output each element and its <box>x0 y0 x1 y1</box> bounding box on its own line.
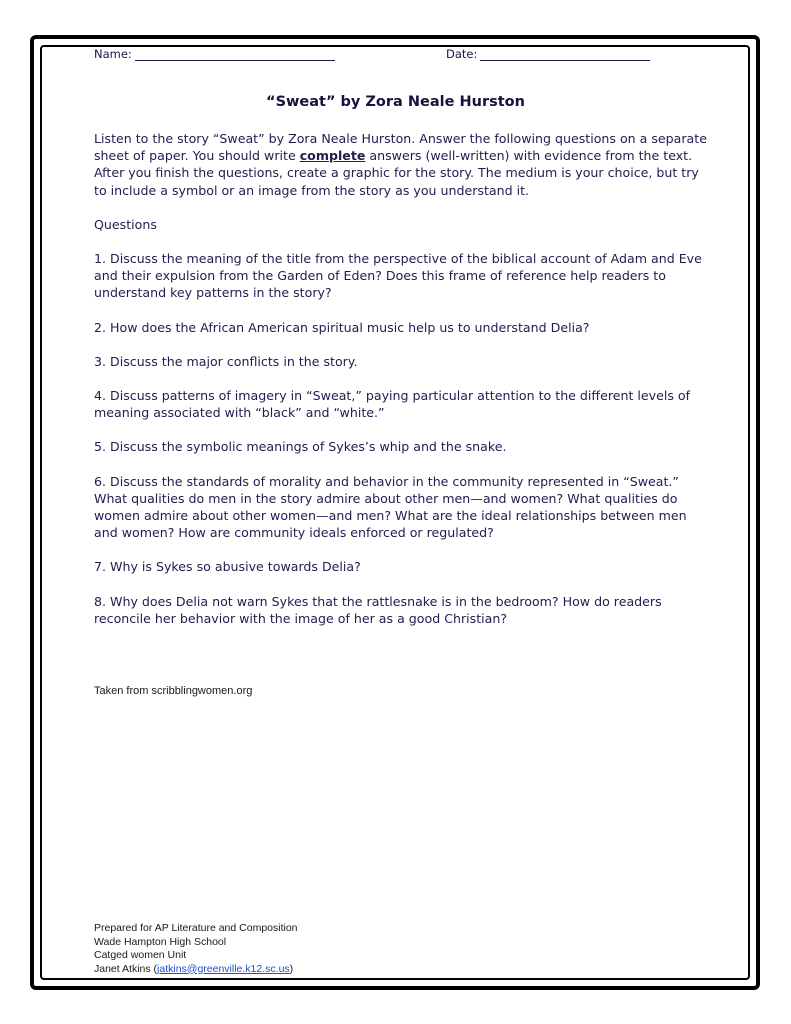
question-6: 6. Discuss the standards of morality and behavior in the community represented in “Sweat.” What qualities do men in the story admire about other men—and women? What qualities do women admire about other women—and men? What are the ideal relationships between men and women? How are community ideals enforced or regulated? <box>94 473 687 541</box>
question-8: 8. Why does Delia not warn Sykes that the rattlesnake is in the bedroom? How do readers reconcile her behavior with the image of her as a good Christian? <box>94 593 662 626</box>
question-7: 7. Why is Sykes so abusive towards Delia? <box>94 559 361 575</box>
question-3: 3. Discuss the major conflicts in the story. <box>94 353 358 369</box>
source-note: Taken from scribblingwomen.org <box>94 685 253 697</box>
date-field <box>446 47 650 61</box>
name-blank-line <box>135 48 335 61</box>
intro-emphasis: complete <box>299 148 366 164</box>
document-title: “Sweat” by Zora Neale Hurston <box>266 94 525 110</box>
footer-author <box>94 963 298 977</box>
questions-heading: Questions <box>94 216 157 232</box>
footer-course: Prepared for AP Literature and Composition <box>94 922 298 934</box>
footer <box>94 922 298 976</box>
name-field <box>94 47 335 61</box>
question-4: 4. Discuss patterns of imagery in “Sweat,” paying particular attention to the different levels of meaning associated with “black” and “white.” <box>94 388 691 421</box>
date-blank-line <box>480 48 650 61</box>
question-2: 2. How does the African American spiritual music help us to understand Delia? <box>94 319 590 335</box>
footer-school: Wade Hampton High School <box>94 935 227 948</box>
name-label: Name: <box>94 47 132 61</box>
question-5: 5. Discuss the symbolic meanings of Sykes’s whip and the snake. <box>94 439 507 455</box>
author-suffix: ) <box>289 962 294 975</box>
intro-paragraph <box>94 130 714 199</box>
intro-text-part2: answers (well-written) with evidence from the text. After you finish the questions, create a graphic for the story. The medium is your choice, but try to include a symbol or an image from the story as you understand it. <box>94 148 699 198</box>
author-email-link[interactable]: jatkins@greenville.k12.sc.us <box>157 962 290 975</box>
author-name: Janet Atkins ( <box>94 962 158 975</box>
intro-text-part1: Listen to the story “Sweat” by Zora Neale Hurston. Answer the following questions on a separate sheet of paper. You should write <box>94 131 707 164</box>
question-1: 1. Discuss the meaning of the title from the perspective of the biblical account of Adam and Eve and their expulsion from the Garden of Eden? Does this frame of reference help readers to understand key patterns in the story? <box>94 251 702 301</box>
header-row <box>94 47 664 63</box>
footer-unit: Catged women Unit <box>94 949 187 961</box>
date-label: Date: <box>446 47 478 61</box>
document-body <box>94 130 714 644</box>
